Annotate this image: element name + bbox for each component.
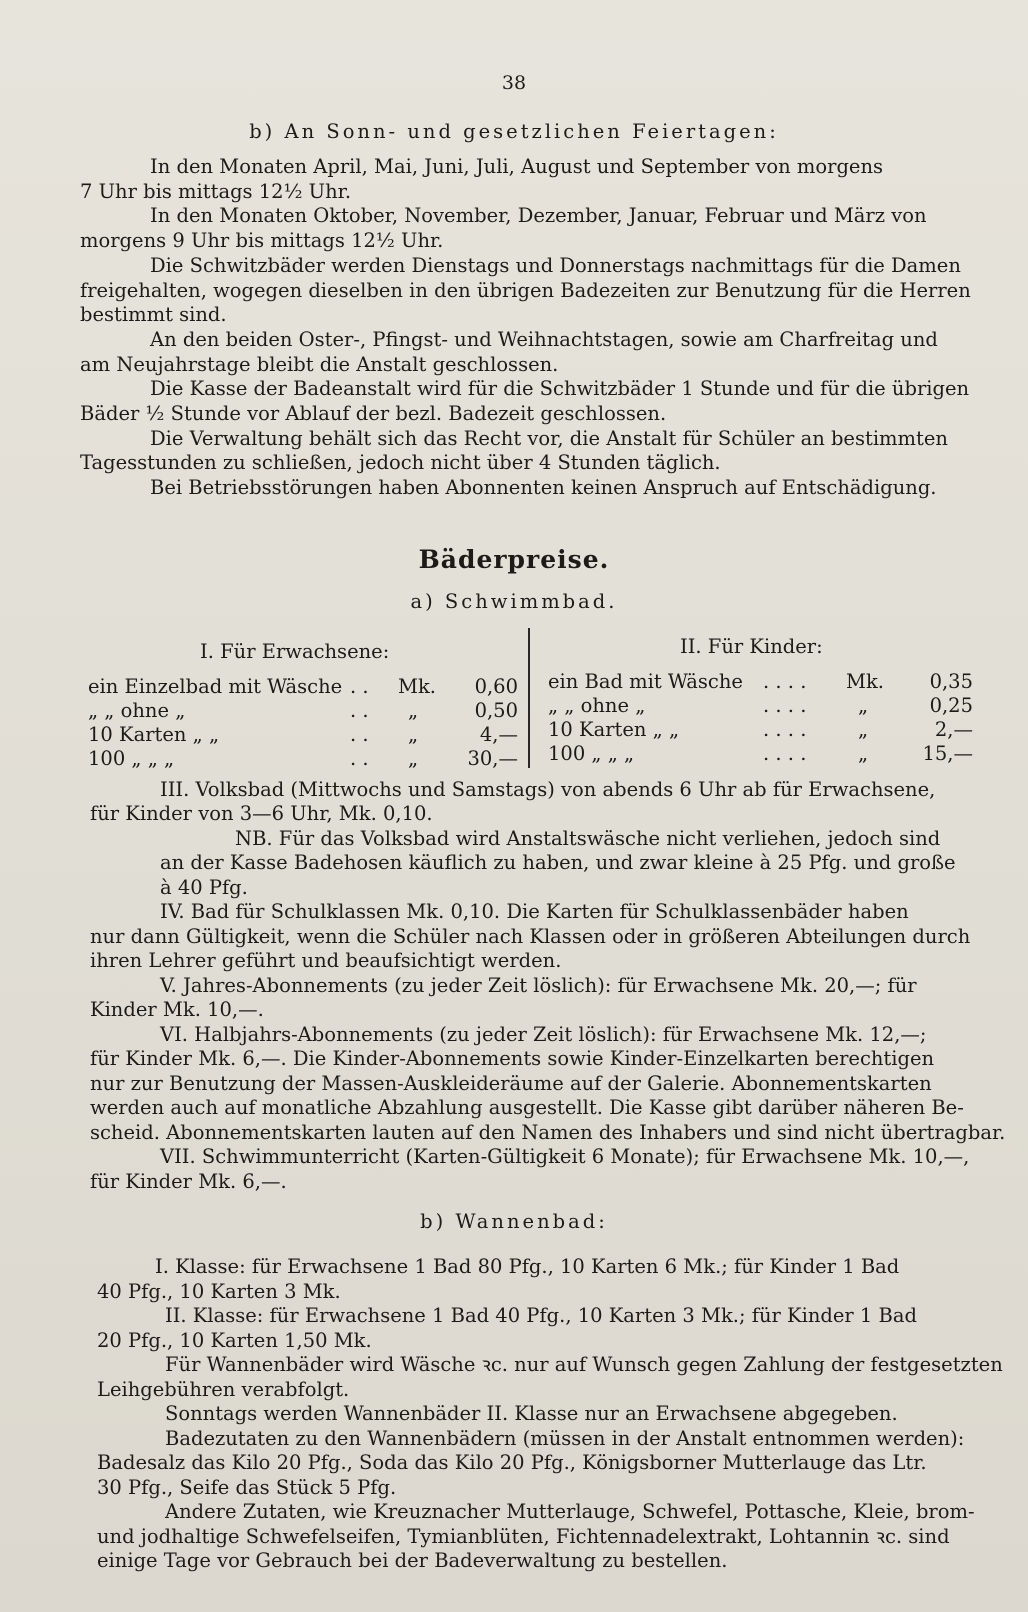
column-divider xyxy=(528,628,530,768)
text-line: Badezutaten zu den Wannenbädern (müssen in der Anstalt entnommen werden): xyxy=(165,1427,965,1450)
row-price: 4,— xyxy=(479,723,518,746)
table-row xyxy=(88,699,518,723)
row-label: ein Einzelbad mit Wäsche xyxy=(88,675,343,698)
row-unit: „ xyxy=(408,699,419,722)
adults-price-table xyxy=(88,675,518,775)
row-label: 100 „ „ „ xyxy=(88,747,175,770)
row-unit: Mk. xyxy=(398,675,436,698)
table-row xyxy=(88,723,518,747)
text-line: Bei Betriebsstörungen haben Abonnenten keinen Anspruch auf Entschädigung. xyxy=(150,476,937,499)
text-line: am Neujahrstage bleibt die Anstalt geschlossen. xyxy=(80,353,559,376)
text-line: NB. Für das Volksbad wird Anstaltswäsche nicht verliehen, jedoch sind xyxy=(235,827,941,850)
row-label: „ „ ohne „ xyxy=(88,699,186,722)
text-line: VI. Halbjahrs-Abonnements (zu jeder Zeit löslich): für Erwachsene Mk. 12,—; xyxy=(160,1023,927,1046)
row-label: 10 Karten „ „ xyxy=(88,723,220,746)
text-line: Sonntags werden Wannenbäder II. Klasse nur an Erwachsene abgegeben. xyxy=(165,1402,898,1425)
text-line: werden auch auf monatliche Abzahlung ausgestellt. Die Kasse gibt darüber näheren Be- xyxy=(90,1096,964,1119)
row-dots: . . . . xyxy=(763,718,807,741)
row-label: „ „ ohne „ xyxy=(548,694,646,717)
row-price: 30,— xyxy=(467,747,518,770)
text-line: Für Wannenbäder wird Wäsche ꝛc. nur auf Wunsch gegen Zahlung der festgesetzten xyxy=(165,1353,1003,1376)
text-line: freigehalten, wogegen dieselben in den übrigen Badezeiten zur Benutzung für die Herren xyxy=(80,279,971,302)
text-line: 7 Uhr bis mittags 12½ Uhr. xyxy=(80,180,352,203)
tub-heading: b) Wannenbad: xyxy=(420,1210,608,1233)
table-row xyxy=(88,747,518,771)
text-line: 30 Pfg., Seife das Stück 5 Pfg. xyxy=(97,1476,397,1499)
row-dots: . . xyxy=(350,699,369,722)
row-label: ein Bad mit Wäsche xyxy=(548,670,743,693)
row-unit: „ xyxy=(408,747,419,770)
text-line: und jodhaltige Schwefelseifen, Tymianblüten, Fichtennadelextrakt, Lohtannin ꝛc. sind xyxy=(97,1525,950,1548)
text-line: nur zur Benutzung der Massen-Auskleideräume auf der Galerie. Abonnementskarten xyxy=(90,1072,932,1095)
row-unit: „ xyxy=(858,694,869,717)
text-line: scheid. Abonnementskarten lauten auf den Namen des Inhabers und sind nicht übertragbar. xyxy=(90,1121,1006,1144)
text-line: à 40 Pfg. xyxy=(160,876,248,899)
row-dots: . . xyxy=(350,675,369,698)
text-line: V. Jahres-Abonnements (zu jeder Zeit löslich): für Erwachsene Mk. 20,—; für xyxy=(160,974,917,997)
text-line: einige Tage vor Gebrauch bei der Badeverwaltung zu bestellen. xyxy=(97,1549,728,1572)
table-row xyxy=(548,694,973,718)
row-price: 0,60 xyxy=(474,675,518,698)
row-dots: . . xyxy=(350,747,369,770)
text-line: an der Kasse Badehosen käuflich zu haben, und zwar kleine à 25 Pfg. und große xyxy=(160,851,956,874)
row-dots: . . xyxy=(350,723,369,746)
text-line: In den Monaten Oktober, November, Dezember, Januar, Februar und März von xyxy=(150,204,927,227)
text-line: morgens 9 Uhr bis mittags 12½ Uhr. xyxy=(80,229,444,252)
text-line: ihren Lehrer geführt und beaufsichtigt werden. xyxy=(90,949,562,972)
row-price: 0,50 xyxy=(474,699,518,722)
adults-heading: I. Für Erwachsene: xyxy=(200,640,390,663)
page-number: 38 xyxy=(501,72,527,94)
table-row xyxy=(548,670,973,694)
text-line: Badesalz das Kilo 20 Pfg., Soda das Kilo 20 Pfg., Königsborner Mutterlauge das Ltr. xyxy=(97,1451,927,1474)
row-price: 2,— xyxy=(934,718,973,741)
text-line: VII. Schwimmunterricht (Karten-Gültigkeit 6 Monate); für Erwachsene Mk. 10,—, xyxy=(160,1145,970,1168)
text-line: Leihgebühren verabfolgt. xyxy=(97,1378,350,1401)
row-unit: „ xyxy=(858,718,869,741)
row-label: 10 Karten „ „ xyxy=(548,718,680,741)
text-line: Die Schwitzbäder werden Dienstags und Donnerstags nachmittags für die Damen xyxy=(150,254,961,277)
row-dots: . . . . xyxy=(763,670,807,693)
text-line: III. Volksbad (Mittwochs und Samstags) von abends 6 Uhr ab für Erwachsene, xyxy=(160,778,936,801)
text-line: Bäder ½ Stunde vor Ablauf der bezl. Badezeit geschlossen. xyxy=(80,402,667,425)
row-price: 0,25 xyxy=(929,694,973,717)
text-line: bestimmt sind. xyxy=(80,303,227,326)
text-line: für Kinder von 3—6 Uhr, Mk. 0,10. xyxy=(90,802,433,825)
section-heading-holidays: b) An Sonn- und gesetzlichen Feiertagen: xyxy=(249,120,779,143)
row-unit: Mk. xyxy=(846,670,884,693)
text-line: für Kinder Mk. 6,—. xyxy=(90,1170,287,1193)
text-line: An den beiden Oster-, Pfingst- und Weihnachtstagen, sowie am Charfreitag und xyxy=(150,328,938,351)
row-price: 15,— xyxy=(922,742,973,765)
text-line: nur dann Gültigkeit, wenn die Schüler nach Klassen oder in größeren Abteilungen durch xyxy=(90,925,971,948)
text-line: 20 Pfg., 10 Karten 1,50 Mk. xyxy=(97,1329,372,1352)
row-dots: . . . . xyxy=(763,742,807,765)
row-label: 100 „ „ „ xyxy=(548,742,635,765)
text-line: I. Klasse: für Erwachsene 1 Bad 80 Pfg., 10 Karten 6 Mk.; für Kinder 1 Bad xyxy=(155,1255,900,1278)
table-row xyxy=(548,718,973,742)
text-line: für Kinder Mk. 6,—. Die Kinder-Abonnements sowie Kinder-Einzelkarten berechtigen xyxy=(90,1047,935,1070)
text-line: Die Kasse der Badeanstalt wird für die Schwitzbäder 1 Stunde und für die übrigen xyxy=(150,377,970,400)
children-price-table xyxy=(548,670,973,770)
text-line: Andere Zutaten, wie Kreuznacher Mutterlauge, Schwefel, Pottasche, Kleie, brom- xyxy=(165,1500,975,1523)
text-line: In den Monaten April, Mai, Juni, Juli, August und September von morgens xyxy=(150,155,884,178)
text-line: 40 Pfg., 10 Karten 3 Mk. xyxy=(97,1280,341,1303)
prices-title: Bäderpreise. xyxy=(418,545,610,574)
swim-heading: a) Schwimmbad. xyxy=(410,590,618,613)
table-row xyxy=(88,675,518,699)
row-dots: . . . . xyxy=(763,694,807,717)
text-line: II. Klasse: für Erwachsene 1 Bad 40 Pfg., 10 Karten 3 Mk.; für Kinder 1 Bad xyxy=(165,1304,917,1327)
children-heading: II. Für Kinder: xyxy=(680,635,823,658)
text-line: Die Verwaltung behält sich das Recht vor, die Anstalt für Schüler an bestimmten xyxy=(150,427,948,450)
table-row xyxy=(548,742,973,766)
row-price: 0,35 xyxy=(929,670,973,693)
row-unit: „ xyxy=(858,742,869,765)
text-line: Tagesstunden zu schließen, jedoch nicht über 4 Stunden täglich. xyxy=(80,451,721,474)
row-unit: „ xyxy=(408,723,419,746)
text-line: Kinder Mk. 10,—. xyxy=(90,998,264,1021)
text-line: IV. Bad für Schulklassen Mk. 0,10. Die Karten für Schulklassenbäder haben xyxy=(160,900,909,923)
